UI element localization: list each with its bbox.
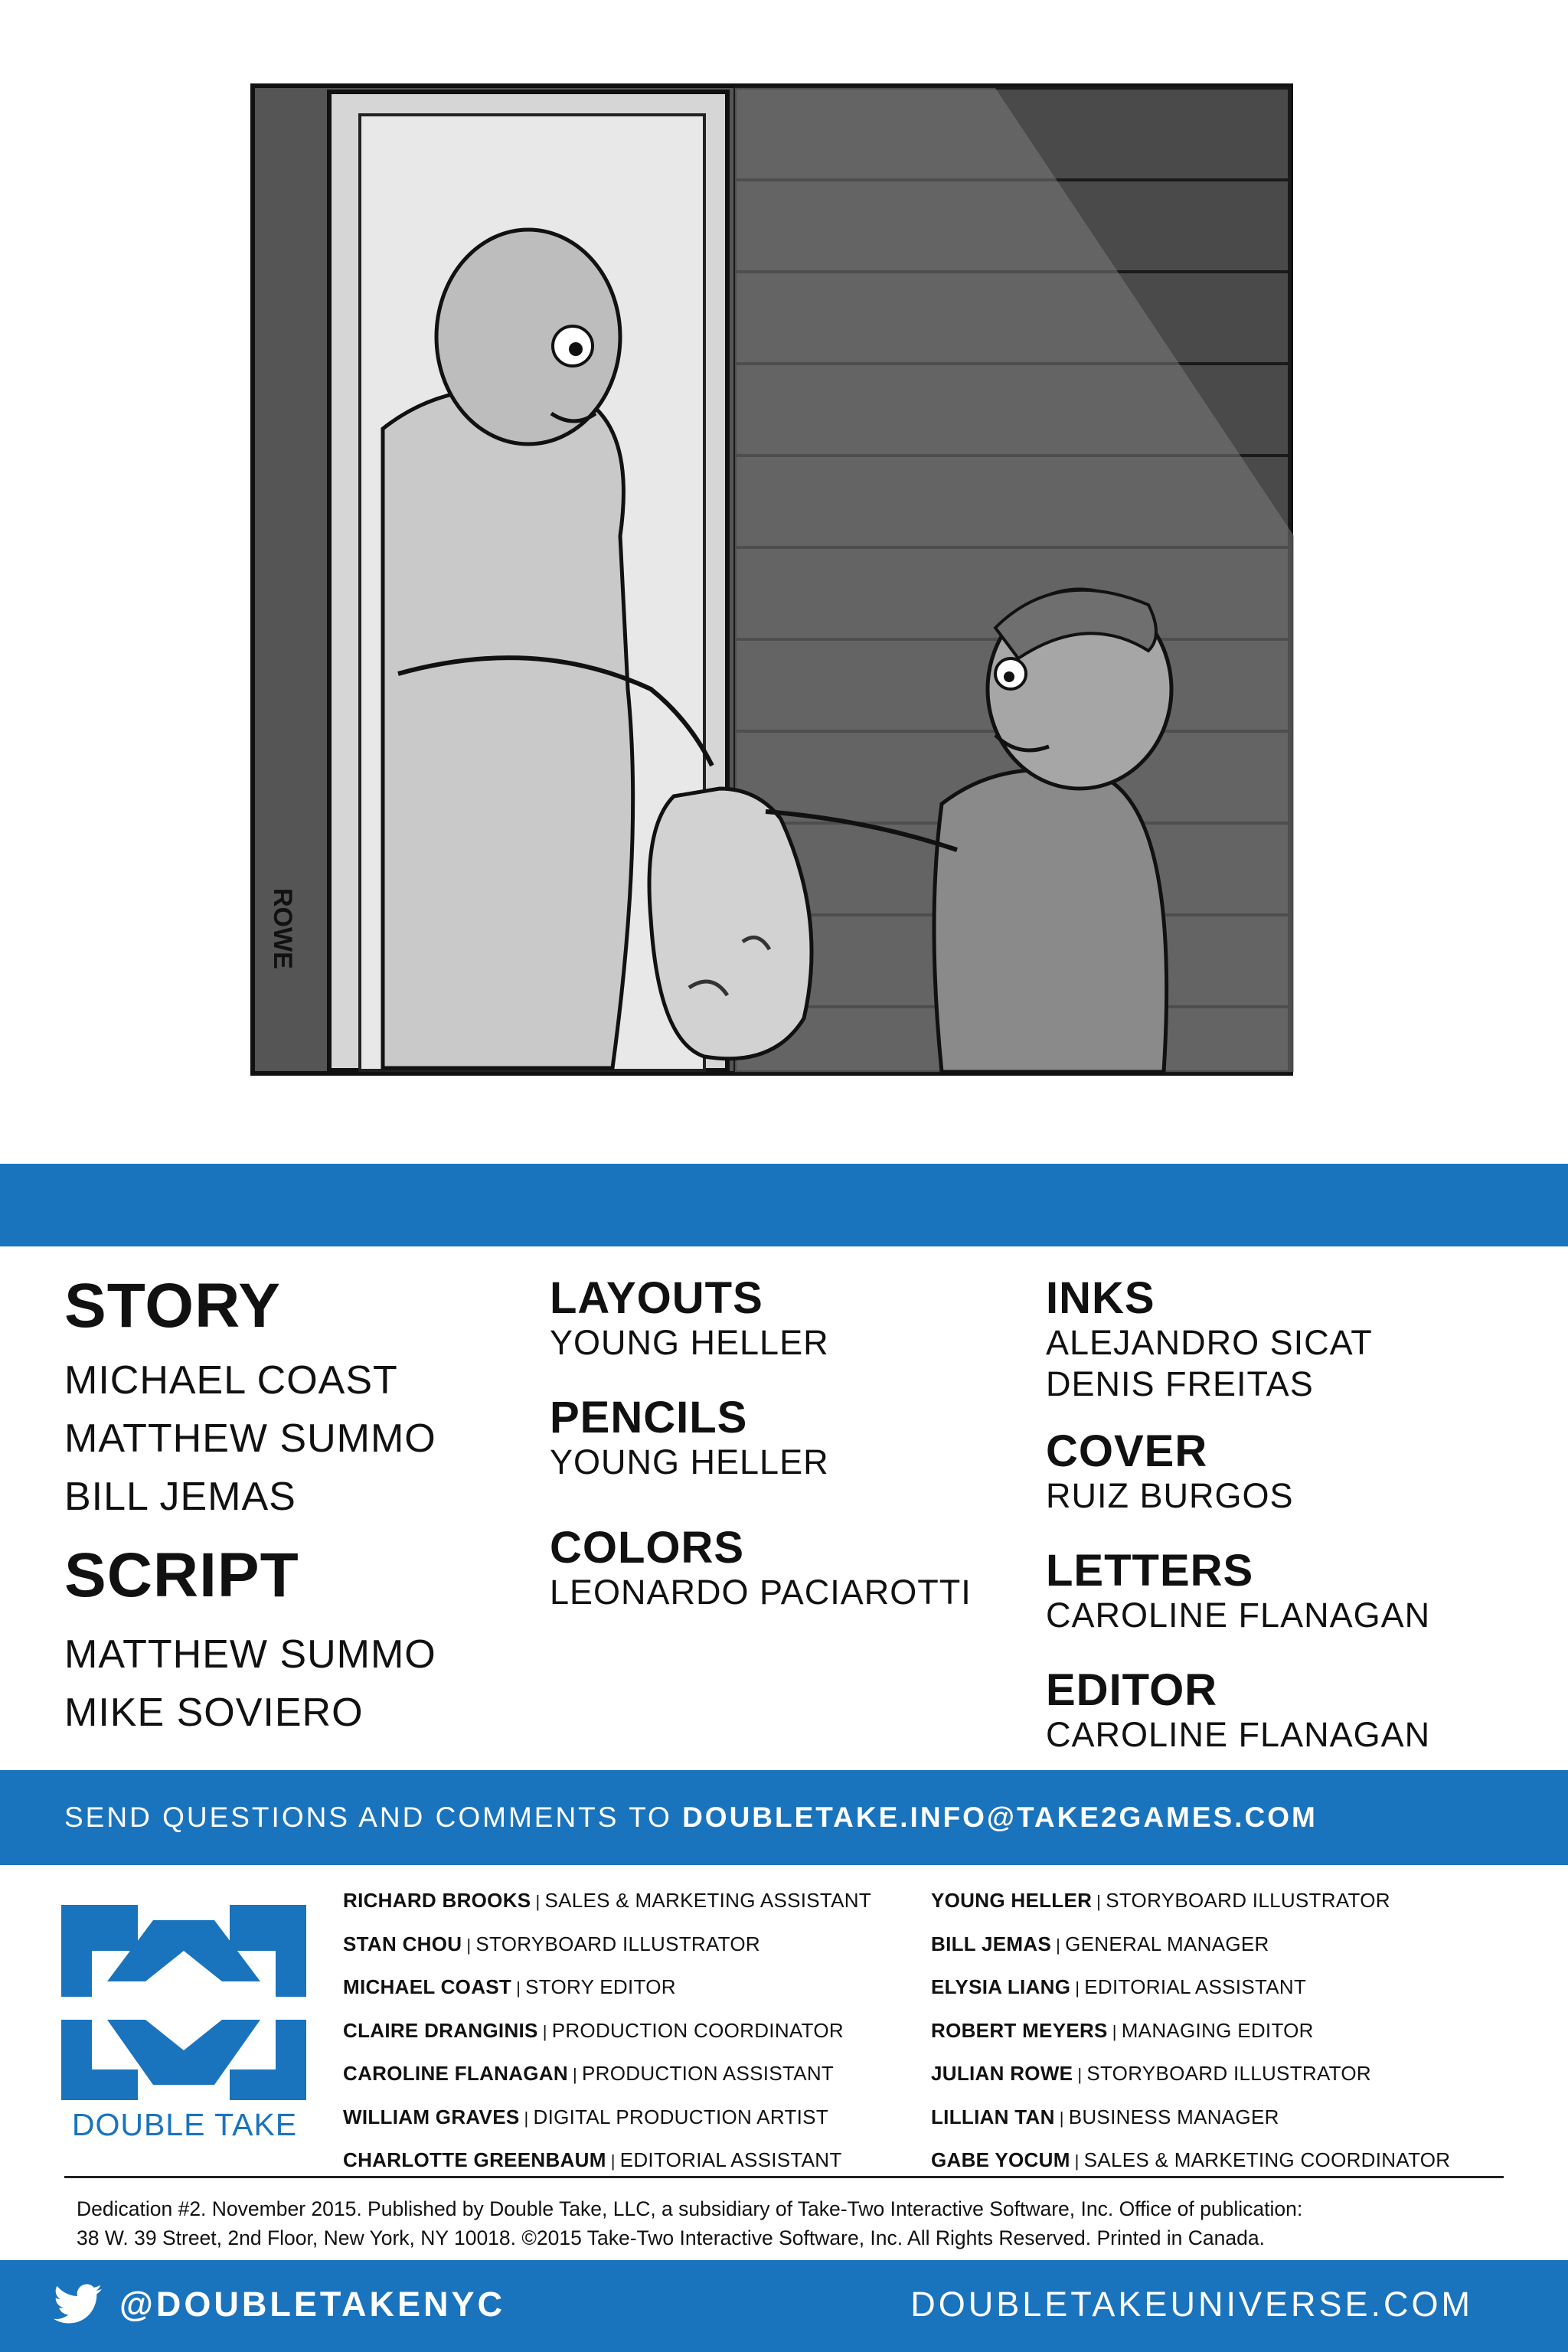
staff-name: BILL JEMAS [931,1932,1052,1955]
logo-wordmark: DOUBLE TAKE [71,2107,298,2142]
top-blue-band [0,1164,1568,1246]
credit-name: YOUNG HELLER [550,1323,829,1362]
staff-name: YOUNG HELLER [931,1889,1093,1912]
credit-role: EDITOR [1046,1665,1218,1715]
staff-row: RICHARD BROOKS | SALES & MARKETING ASSISTANT [343,1889,872,1912]
staff-title: PRODUCTION ASSISTANT [582,2062,835,2085]
staff-name: ROBERT MEYERS [931,2018,1108,2042]
staff-title: STORYBOARD ILLUSTRATOR [1086,2062,1371,2085]
staff-name: ELYSIA LIANG [931,1975,1071,1998]
credit-name: MIKE SOVIERO [64,1690,364,1735]
twitter-handle-link[interactable]: @DOUBLETAKENYC [119,2285,506,2324]
svg-text:ROWE: ROWE [268,888,297,969]
staff-list-left [343,1880,871,2183]
staff-row: MICHAEL COAST | STORY EDITOR [343,1975,676,1998]
staff-title: SALES & MARKETING COORDINATOR [1083,2148,1451,2171]
staff-list-right [931,1880,1450,2183]
footer-band [0,2260,1568,2352]
contact-band [0,1770,1568,1865]
contact-prefix: SEND QUESTIONS AND COMMENTS TO [64,1802,672,1833]
staff-title: STORYBOARD ILLUSTRATOR [1106,1889,1390,1912]
staff-title: EDITORIAL ASSISTANT [619,2148,842,2171]
credit-name: BILL JEMAS [64,1475,296,1519]
staff-row: ELYSIA LIANG | EDITORIAL ASSISTANT [931,1975,1307,1998]
credit-name: MATTHEW SUMMO [64,1416,436,1461]
staff-title: GENERAL MANAGER [1065,1932,1269,1955]
staff-name: CLAIRE DRANGINIS [343,2018,538,2042]
legal-line: Dedication #2. November 2015. Published by Double Take, LLC, a subsidiary of Take-Two Interactive Software, Inc. Office of publication: [77,2197,1303,2220]
credits-column-2 [550,1275,972,1613]
credit-role: INKS [1046,1273,1155,1323]
credit-name: MICHAEL COAST [64,1358,398,1403]
staff-title: DIGITAL PRODUCTION ARTIST [533,2105,829,2128]
credit-role: LAYOUTS [550,1273,763,1323]
credits-column-1 [64,1271,436,1742]
twitter-bird-icon[interactable] [54,2283,103,2326]
staff-name: GABE YOCUM [931,2148,1070,2171]
staff-row: CAROLINE FLANAGAN | PRODUCTION ASSISTANT [343,2062,835,2085]
credit-name: YOUNG HELLER [550,1442,829,1481]
credit-name: LEONARDO PACIAROTTI [550,1573,972,1612]
credit-name: ALEJANDRO SICAT [1046,1323,1373,1362]
staff-row: BILL JEMAS | GENERAL MANAGER [931,1932,1269,1955]
legal-line: 38 W. 39 Street, 2nd Floor, New York, NY 10018. ©2015 Take-Two Interactive Software, Inc. All Rights Reserved. Printed in Canada. [77,2226,1265,2249]
credit-role: COVER [1046,1426,1208,1476]
cover-illustration [0,0,1568,1164]
staff-name: STAN CHOU [343,1932,462,1955]
staff-row: CHARLOTTE GREENBAUM | EDITORIAL ASSISTANT [343,2148,842,2171]
staff-name: LILLIAN TAN [931,2105,1055,2128]
staff-name: CAROLINE FLANAGAN [343,2062,568,2085]
credit-name: MATTHEW SUMMO [64,1632,436,1677]
staff-title: STORYBOARD ILLUSTRATOR [475,1932,760,1955]
staff-row: LILLIAN TAN | BUSINESS MANAGER [931,2105,1279,2128]
staff-title: PRODUCTION COORDINATOR [551,2018,844,2042]
contact-line [64,1802,1318,1834]
credit-role: COLORS [550,1523,745,1573]
website-link[interactable]: DOUBLETAKEUNIVERSE.COM [910,2285,1473,2324]
staff-name: WILLIAM GRAVES [343,2105,520,2128]
staff-name: MICHAEL COAST [343,1975,512,1998]
credit-role: LETTERS [1046,1546,1254,1596]
staff-title: MANAGING EDITOR [1121,2018,1314,2042]
staff-name: JULIAN ROWE [931,2062,1073,2085]
credit-role: PENCILS [550,1393,748,1442]
credit-name: RUIZ BURGOS [1046,1476,1294,1515]
credit-role: SCRIPT [64,1540,299,1610]
staff-row: YOUNG HELLER | STORYBOARD ILLUSTRATOR [931,1889,1390,1912]
staff-title: SALES & MARKETING ASSISTANT [544,1889,872,1912]
contact-email-link[interactable]: DOUBLETAKE.INFO@TAKE2GAMES.COM [682,1802,1318,1833]
staff-row: STAN CHOU | STORYBOARD ILLUSTRATOR [343,1932,760,1955]
staff-row: GABE YOCUM | SALES & MARKETING COORDINATOR [931,2148,1451,2171]
divider [64,2176,1504,2178]
credits-column-3 [1046,1275,1430,1756]
credit-role: STORY [64,1271,281,1341]
legal-text [77,2194,1516,2252]
staff-name: RICHARD BROOKS [343,1889,531,1912]
staff-title: STORY EDITOR [525,1975,676,1998]
staff-row: JULIAN ROWE | STORYBOARD ILLUSTRATOR [931,2062,1371,2085]
staff-row: CLAIRE DRANGINIS | PRODUCTION COORDINATOR [343,2018,844,2042]
staff-name: CHARLOTTE GREENBAUM [343,2148,606,2171]
staff-title: EDITORIAL ASSISTANT [1084,1975,1307,1998]
credit-name: CAROLINE FLANAGAN [1046,1715,1431,1754]
credit-name: CAROLINE FLANAGAN [1046,1596,1431,1635]
staff-row: WILLIAM GRAVES | DIGITAL PRODUCTION ARTIST [343,2105,829,2128]
staff-row: ROBERT MEYERS | MANAGING EDITOR [931,2018,1314,2042]
staff-title: BUSINESS MANAGER [1068,2105,1279,2128]
credit-name: DENIS FREITAS [1046,1364,1314,1403]
